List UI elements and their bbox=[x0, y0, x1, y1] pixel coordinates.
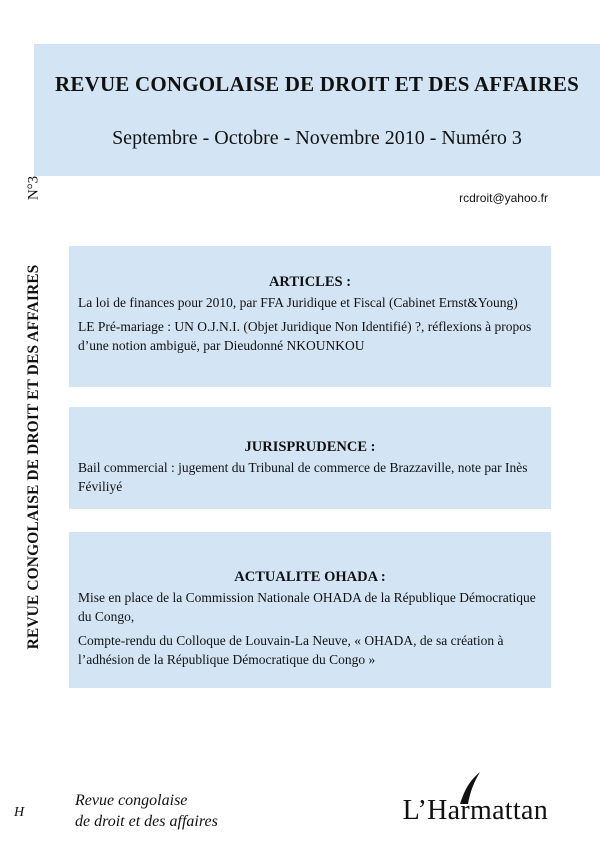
article-entry: LE Pré-mariage : UN O.J.N.I. (Objet Juridique Non Identifié) ?, réflexions à propos d’une notion ambiguë, par Dieudonné NKOUNKOU bbox=[78, 319, 532, 353]
spine-issue-number: N°3 bbox=[25, 175, 42, 201]
journal-title: REVUE CONGOLAISE DE DROIT ET DES AFFAIRES bbox=[55, 72, 579, 96]
jurisprudence-section bbox=[69, 407, 551, 509]
article-entry: La loi de finances pour 2010, par FFA Juridique et Fiscal (Cabinet Ernst&Young) bbox=[78, 295, 518, 310]
articles-section bbox=[69, 246, 551, 387]
ohada-section bbox=[69, 532, 551, 688]
footer-title-line: de droit et des affaires bbox=[75, 813, 218, 830]
ohada-entry: Compte-rendu du Colloque de Louvain-La Neuve, « OHADA, de sa création à l’adhésion de la République Démocratique du Congo » bbox=[78, 633, 504, 667]
jurisprudence-heading: JURISPRUDENCE : bbox=[244, 439, 376, 455]
ohada-entry: Mise en place de la Commission Nationale OHADA de la République Démocratique du Congo, bbox=[78, 590, 536, 624]
issue-line: Septembre - Octobre - Novembre 2010 - Numéro 3 bbox=[112, 127, 522, 149]
spine bbox=[10, 0, 40, 866]
footer-journal-title bbox=[75, 790, 218, 832]
jurisprudence-entry: Bail commercial : jugement du Tribunal de commerce de Brazzaville, note par Inès Féviliyé bbox=[78, 460, 528, 494]
top-margin bbox=[0, 0, 600, 22]
spine-title: REVUE CONGOLAISE DE DROIT ET DES AFFAIRES bbox=[25, 264, 42, 650]
contact-email: rcdroit@yahoo.fr bbox=[459, 191, 548, 205]
harmattan-small-logo-icon: H bbox=[14, 805, 25, 820]
articles-heading: ARTICLES : bbox=[268, 274, 352, 290]
footer-title-line: Revue congolaise bbox=[75, 792, 188, 809]
ohada-heading: ACTUALITE OHADA : bbox=[234, 569, 386, 585]
publisher-name: L’Harmattan bbox=[402, 795, 548, 826]
header-band bbox=[34, 44, 600, 176]
